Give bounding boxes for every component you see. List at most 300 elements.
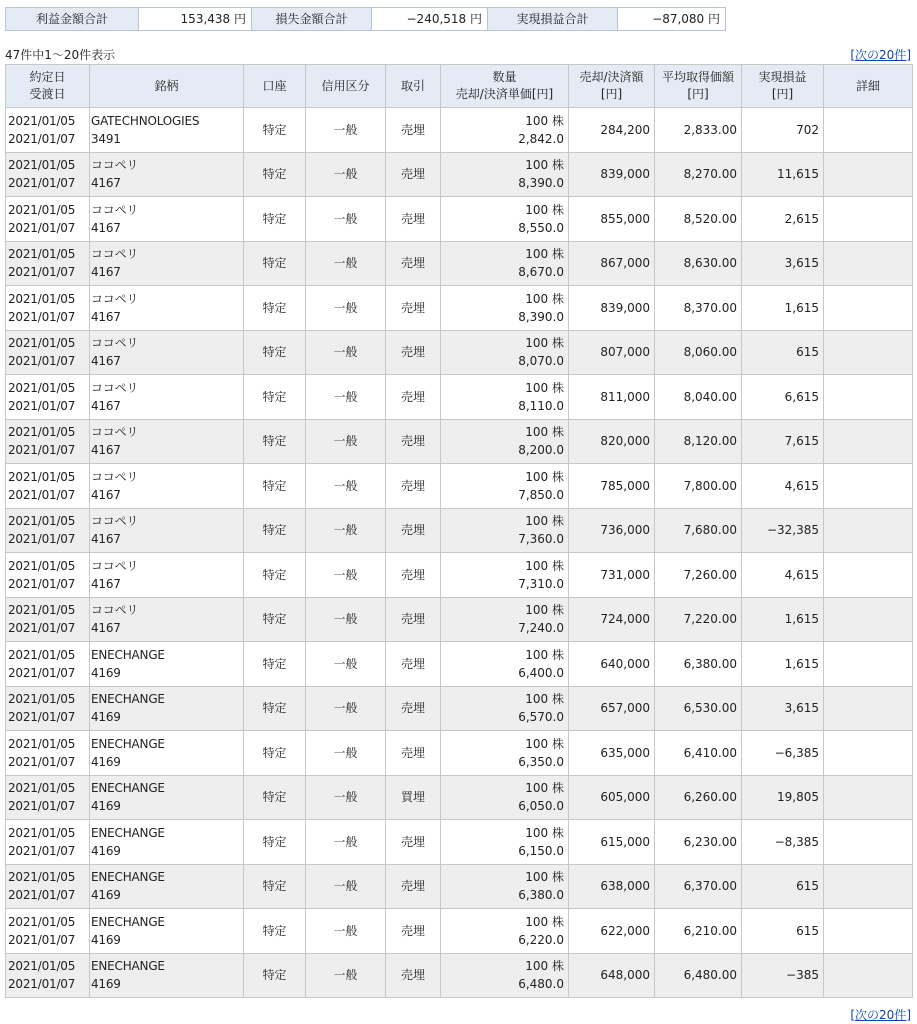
cell-trade-type: 売埋 bbox=[386, 597, 441, 642]
cell-realized-pl: 19,805 bbox=[742, 775, 824, 820]
cell-credit: 一般 bbox=[306, 152, 386, 197]
trade-date: 2021/01/05 bbox=[8, 247, 76, 262]
cell-account: 特定 bbox=[244, 108, 306, 153]
cell-trade-type: 売埋 bbox=[386, 642, 441, 687]
cell-account: 特定 bbox=[244, 197, 306, 242]
cell-qty-price bbox=[441, 909, 569, 954]
cell-dates bbox=[6, 686, 90, 731]
cell-dates bbox=[6, 553, 90, 598]
profit-total-label: 利益金額合計 bbox=[6, 8, 139, 31]
stock-name: ココペリ bbox=[91, 380, 139, 395]
table-row bbox=[6, 642, 913, 687]
stock-code: 4167 bbox=[91, 220, 121, 235]
stock-name: ENECHANGE bbox=[91, 914, 165, 929]
cell-dates bbox=[6, 508, 90, 553]
cell-trade-type: 売埋 bbox=[386, 241, 441, 286]
settle-date: 2021/01/07 bbox=[8, 220, 76, 235]
cell-dates bbox=[6, 597, 90, 642]
cell-avg-cost: 6,260.00 bbox=[655, 775, 742, 820]
trade-history-table bbox=[5, 64, 913, 998]
table-row bbox=[6, 330, 913, 375]
trade-date: 2021/01/05 bbox=[8, 914, 76, 929]
quantity: 100 株 bbox=[525, 647, 564, 662]
unit-price: 6,380.0 bbox=[518, 888, 564, 903]
cell-stock bbox=[90, 864, 244, 909]
cell-credit: 一般 bbox=[306, 330, 386, 375]
stock-code: 4169 bbox=[91, 888, 121, 903]
cell-account: 特定 bbox=[244, 553, 306, 598]
stock-code: 4167 bbox=[91, 398, 121, 413]
header-settle-date: 受渡日 bbox=[29, 87, 66, 101]
cell-avg-cost: 7,220.00 bbox=[655, 597, 742, 642]
result-count: 47件中1〜20件表示 bbox=[5, 48, 116, 62]
table-row bbox=[6, 197, 913, 242]
cell-amount: 635,000 bbox=[569, 731, 655, 776]
realized-total-label: 実現損益合計 bbox=[488, 8, 618, 31]
table-row bbox=[6, 864, 913, 909]
cell-stock bbox=[90, 642, 244, 687]
trade-rows bbox=[6, 108, 913, 998]
trade-date: 2021/01/05 bbox=[8, 558, 76, 573]
cell-amount: 839,000 bbox=[569, 286, 655, 331]
cell-credit: 一般 bbox=[306, 909, 386, 954]
trade-date: 2021/01/05 bbox=[8, 959, 76, 974]
cell-amount: 648,000 bbox=[569, 953, 655, 998]
cell-amount: 605,000 bbox=[569, 775, 655, 820]
settle-date: 2021/01/07 bbox=[8, 354, 76, 369]
cell-dates bbox=[6, 775, 90, 820]
cell-amount: 736,000 bbox=[569, 508, 655, 553]
cell-qty-price bbox=[441, 241, 569, 286]
settle-date: 2021/01/07 bbox=[8, 131, 76, 146]
cell-dates bbox=[6, 642, 90, 687]
stock-code: 4169 bbox=[91, 932, 121, 947]
cell-detail bbox=[824, 953, 913, 998]
stock-name: ENECHANGE bbox=[91, 736, 165, 751]
stock-code: 4167 bbox=[91, 621, 121, 636]
cell-realized-pl: 6,615 bbox=[742, 375, 824, 420]
cell-amount: 820,000 bbox=[569, 419, 655, 464]
unit-price: 8,670.0 bbox=[518, 265, 564, 280]
cell-trade-type: 売埋 bbox=[386, 152, 441, 197]
cell-stock bbox=[90, 953, 244, 998]
trade-date: 2021/01/05 bbox=[8, 825, 76, 840]
cell-realized-pl: 1,615 bbox=[742, 286, 824, 331]
unit-price: 6,150.0 bbox=[518, 843, 564, 858]
cell-credit: 一般 bbox=[306, 464, 386, 509]
cell-amount: 638,000 bbox=[569, 864, 655, 909]
table-row bbox=[6, 419, 913, 464]
cell-account: 特定 bbox=[244, 464, 306, 509]
cell-detail bbox=[824, 375, 913, 420]
cell-trade-type: 買埋 bbox=[386, 775, 441, 820]
cell-dates bbox=[6, 286, 90, 331]
quantity: 100 株 bbox=[525, 870, 564, 885]
cell-credit: 一般 bbox=[306, 775, 386, 820]
cell-stock bbox=[90, 820, 244, 865]
cell-account: 特定 bbox=[244, 375, 306, 420]
table-row bbox=[6, 108, 913, 153]
cell-detail bbox=[824, 731, 913, 776]
stock-name: ココペリ bbox=[91, 202, 139, 217]
cell-qty-price bbox=[441, 553, 569, 598]
cell-stock bbox=[90, 597, 244, 642]
cell-qty-price bbox=[441, 731, 569, 776]
trade-date: 2021/01/05 bbox=[8, 736, 76, 751]
cell-stock bbox=[90, 286, 244, 331]
cell-realized-pl: 4,615 bbox=[742, 464, 824, 509]
cell-stock bbox=[90, 909, 244, 954]
cell-amount: 724,000 bbox=[569, 597, 655, 642]
cell-account: 特定 bbox=[244, 241, 306, 286]
stock-code: 4167 bbox=[91, 487, 121, 502]
settle-date: 2021/01/07 bbox=[8, 265, 76, 280]
cell-dates bbox=[6, 108, 90, 153]
trade-date: 2021/01/05 bbox=[8, 870, 76, 885]
trade-date: 2021/01/05 bbox=[8, 336, 76, 351]
cell-account: 特定 bbox=[244, 508, 306, 553]
stock-name: ココペリ bbox=[91, 514, 139, 529]
cell-dates bbox=[6, 731, 90, 776]
cell-dates bbox=[6, 330, 90, 375]
cell-credit: 一般 bbox=[306, 686, 386, 731]
cell-avg-cost: 7,260.00 bbox=[655, 553, 742, 598]
cell-qty-price bbox=[441, 375, 569, 420]
cell-trade-type: 売埋 bbox=[386, 464, 441, 509]
cell-avg-cost: 7,800.00 bbox=[655, 464, 742, 509]
header-price: 売却/決済単価[円] bbox=[455, 87, 554, 101]
cell-dates bbox=[6, 864, 90, 909]
unit-price: 7,310.0 bbox=[518, 576, 564, 591]
cell-detail bbox=[824, 108, 913, 153]
settle-date: 2021/01/07 bbox=[8, 176, 76, 191]
trade-date: 2021/01/05 bbox=[8, 692, 76, 707]
trade-date: 2021/01/05 bbox=[8, 202, 76, 217]
cell-qty-price bbox=[441, 419, 569, 464]
quantity: 100 株 bbox=[525, 336, 564, 351]
stock-name: GATECHNOLOGIES bbox=[91, 113, 200, 128]
col-header-credit: 信用区分 bbox=[306, 65, 386, 108]
cell-account: 特定 bbox=[244, 909, 306, 954]
unit-price: 6,400.0 bbox=[518, 665, 564, 680]
settle-date: 2021/01/07 bbox=[8, 799, 76, 814]
cell-amount: 855,000 bbox=[569, 197, 655, 242]
cell-amount: 284,200 bbox=[569, 108, 655, 153]
settle-date: 2021/01/07 bbox=[8, 754, 76, 769]
cell-realized-pl: −385 bbox=[742, 953, 824, 998]
unit-price: 7,240.0 bbox=[518, 621, 564, 636]
stock-name: ココペリ bbox=[91, 291, 139, 306]
settle-date: 2021/01/07 bbox=[8, 621, 76, 636]
trade-date: 2021/01/05 bbox=[8, 781, 76, 796]
cell-avg-cost: 8,040.00 bbox=[655, 375, 742, 420]
stock-code: 4169 bbox=[91, 710, 121, 725]
cell-avg-cost: 8,270.00 bbox=[655, 152, 742, 197]
table-row bbox=[6, 597, 913, 642]
col-header-avg bbox=[655, 65, 742, 108]
quantity: 100 株 bbox=[525, 158, 564, 173]
quantity: 100 株 bbox=[525, 425, 564, 440]
realized-total-value: −87,080 円 bbox=[618, 8, 726, 31]
cell-detail bbox=[824, 775, 913, 820]
unit-price: 8,390.0 bbox=[518, 176, 564, 191]
cell-trade-type: 売埋 bbox=[386, 375, 441, 420]
unit-price: 8,110.0 bbox=[518, 398, 564, 413]
table-row bbox=[6, 464, 913, 509]
cell-stock bbox=[90, 152, 244, 197]
cell-dates bbox=[6, 197, 90, 242]
cell-stock bbox=[90, 464, 244, 509]
cell-stock bbox=[90, 731, 244, 776]
stock-code: 4169 bbox=[91, 665, 121, 680]
pager-bottom bbox=[850, 1006, 911, 1023]
stock-name: ココペリ bbox=[91, 469, 139, 484]
cell-dates bbox=[6, 464, 90, 509]
col-header-dates bbox=[6, 65, 90, 108]
cell-amount: 807,000 bbox=[569, 330, 655, 375]
quantity: 100 株 bbox=[525, 825, 564, 840]
unit-price: 2,842.0 bbox=[518, 131, 564, 146]
cell-account: 特定 bbox=[244, 775, 306, 820]
table-header-row bbox=[6, 65, 913, 108]
cell-realized-pl: 3,615 bbox=[742, 686, 824, 731]
cell-trade-type: 売埋 bbox=[386, 286, 441, 331]
cell-realized-pl: 615 bbox=[742, 330, 824, 375]
table-row bbox=[6, 286, 913, 331]
cell-account: 特定 bbox=[244, 597, 306, 642]
cell-avg-cost: 7,680.00 bbox=[655, 508, 742, 553]
col-header-trade: 取引 bbox=[386, 65, 441, 108]
cell-dates bbox=[6, 375, 90, 420]
stock-name: ENECHANGE bbox=[91, 781, 165, 796]
cell-trade-type: 売埋 bbox=[386, 864, 441, 909]
cell-credit: 一般 bbox=[306, 642, 386, 687]
unit-price: 6,570.0 bbox=[518, 710, 564, 725]
cell-detail bbox=[824, 553, 913, 598]
table-row bbox=[6, 508, 913, 553]
stock-name: ココペリ bbox=[91, 558, 139, 573]
settle-date: 2021/01/07 bbox=[8, 487, 76, 502]
col-header-name: 銘柄 bbox=[90, 65, 244, 108]
stock-code: 4167 bbox=[91, 265, 121, 280]
cell-account: 特定 bbox=[244, 330, 306, 375]
next-page-link-bottom[interactable]: 次の20件 bbox=[855, 1008, 907, 1022]
cell-qty-price bbox=[441, 597, 569, 642]
table-row bbox=[6, 775, 913, 820]
table-row bbox=[6, 909, 913, 954]
stock-code: 4169 bbox=[91, 799, 121, 814]
cell-credit: 一般 bbox=[306, 731, 386, 776]
stock-name: ココペリ bbox=[91, 336, 139, 351]
cell-detail bbox=[824, 241, 913, 286]
table-row bbox=[6, 152, 913, 197]
col-header-detail: 詳細 bbox=[824, 65, 913, 108]
stock-code: 4167 bbox=[91, 176, 121, 191]
table-row bbox=[6, 375, 913, 420]
cell-detail bbox=[824, 864, 913, 909]
stock-name: ココペリ bbox=[91, 158, 139, 173]
cell-stock bbox=[90, 775, 244, 820]
cell-amount: 657,000 bbox=[569, 686, 655, 731]
cell-realized-pl: 702 bbox=[742, 108, 824, 153]
table-row bbox=[6, 241, 913, 286]
quantity: 100 株 bbox=[525, 469, 564, 484]
cell-amount: 622,000 bbox=[569, 909, 655, 954]
settle-date: 2021/01/07 bbox=[8, 932, 76, 947]
cell-trade-type: 売埋 bbox=[386, 953, 441, 998]
cell-detail bbox=[824, 152, 913, 197]
cell-realized-pl: 3,615 bbox=[742, 241, 824, 286]
cell-trade-type: 売埋 bbox=[386, 108, 441, 153]
cell-avg-cost: 8,120.00 bbox=[655, 419, 742, 464]
quantity: 100 株 bbox=[525, 914, 564, 929]
cell-avg-cost: 6,380.00 bbox=[655, 642, 742, 687]
settle-date: 2021/01/07 bbox=[8, 888, 76, 903]
header-avg-unit: [円] bbox=[687, 87, 709, 101]
stock-code: 4169 bbox=[91, 843, 121, 858]
col-header-pl bbox=[742, 65, 824, 108]
header-qty: 数量 bbox=[492, 70, 517, 84]
cell-realized-pl: 7,615 bbox=[742, 419, 824, 464]
quantity: 100 株 bbox=[525, 291, 564, 306]
cell-avg-cost: 6,480.00 bbox=[655, 953, 742, 998]
settle-date: 2021/01/07 bbox=[8, 843, 76, 858]
cell-stock bbox=[90, 108, 244, 153]
unit-price: 8,070.0 bbox=[518, 354, 564, 369]
stock-code: 4167 bbox=[91, 532, 121, 547]
cell-dates bbox=[6, 241, 90, 286]
cell-avg-cost: 6,230.00 bbox=[655, 820, 742, 865]
cell-avg-cost: 8,370.00 bbox=[655, 286, 742, 331]
cell-amount: 615,000 bbox=[569, 820, 655, 865]
next-page-link-top[interactable]: 次の20件 bbox=[855, 48, 907, 62]
cell-stock bbox=[90, 553, 244, 598]
cell-detail bbox=[824, 597, 913, 642]
cell-account: 特定 bbox=[244, 864, 306, 909]
cell-detail bbox=[824, 686, 913, 731]
stock-name: ココペリ bbox=[91, 603, 139, 618]
profit-total-value: 153,438 円 bbox=[139, 8, 252, 31]
cell-credit: 一般 bbox=[306, 508, 386, 553]
cell-stock bbox=[90, 419, 244, 464]
cell-amount: 731,000 bbox=[569, 553, 655, 598]
cell-detail bbox=[824, 419, 913, 464]
quantity: 100 株 bbox=[525, 692, 564, 707]
unit-price: 7,850.0 bbox=[518, 487, 564, 502]
quantity: 100 株 bbox=[525, 380, 564, 395]
cell-credit: 一般 bbox=[306, 241, 386, 286]
quantity: 100 株 bbox=[525, 558, 564, 573]
cell-account: 特定 bbox=[244, 419, 306, 464]
cell-qty-price bbox=[441, 953, 569, 998]
col-header-amount bbox=[569, 65, 655, 108]
cell-credit: 一般 bbox=[306, 108, 386, 153]
stock-name: ENECHANGE bbox=[91, 647, 165, 662]
bracket-open: [ bbox=[850, 48, 856, 62]
cell-stock bbox=[90, 197, 244, 242]
cell-credit: 一般 bbox=[306, 553, 386, 598]
quantity: 100 株 bbox=[525, 113, 564, 128]
settle-date: 2021/01/07 bbox=[8, 977, 76, 992]
stock-name: ENECHANGE bbox=[91, 692, 165, 707]
stock-name: ENECHANGE bbox=[91, 825, 165, 840]
cell-qty-price bbox=[441, 108, 569, 153]
cell-realized-pl: 1,615 bbox=[742, 642, 824, 687]
cell-account: 特定 bbox=[244, 642, 306, 687]
cell-avg-cost: 8,060.00 bbox=[655, 330, 742, 375]
cell-credit: 一般 bbox=[306, 375, 386, 420]
cell-avg-cost: 2,833.00 bbox=[655, 108, 742, 153]
stock-code: 4169 bbox=[91, 754, 121, 769]
settle-date: 2021/01/07 bbox=[8, 710, 76, 725]
cell-credit: 一般 bbox=[306, 597, 386, 642]
cell-realized-pl: −8,385 bbox=[742, 820, 824, 865]
trade-date: 2021/01/05 bbox=[8, 425, 76, 440]
cell-avg-cost: 6,370.00 bbox=[655, 864, 742, 909]
stock-name: ココペリ bbox=[91, 247, 139, 262]
quantity: 100 株 bbox=[525, 202, 564, 217]
cell-qty-price bbox=[441, 152, 569, 197]
cell-account: 特定 bbox=[244, 152, 306, 197]
stock-name: ENECHANGE bbox=[91, 959, 165, 974]
summary-row bbox=[6, 8, 726, 31]
cell-qty-price bbox=[441, 775, 569, 820]
cell-qty-price bbox=[441, 464, 569, 509]
cell-detail bbox=[824, 909, 913, 954]
cell-account: 特定 bbox=[244, 686, 306, 731]
cell-realized-pl: 11,615 bbox=[742, 152, 824, 197]
cell-detail bbox=[824, 286, 913, 331]
cell-dates bbox=[6, 953, 90, 998]
trade-date: 2021/01/05 bbox=[8, 647, 76, 662]
stock-code: 4167 bbox=[91, 354, 121, 369]
trade-date: 2021/01/05 bbox=[8, 380, 76, 395]
cell-stock bbox=[90, 241, 244, 286]
cell-account: 特定 bbox=[244, 731, 306, 776]
cell-qty-price bbox=[441, 820, 569, 865]
cell-realized-pl: 615 bbox=[742, 909, 824, 954]
cell-credit: 一般 bbox=[306, 286, 386, 331]
cell-trade-type: 売埋 bbox=[386, 820, 441, 865]
cell-trade-type: 売埋 bbox=[386, 909, 441, 954]
cell-credit: 一般 bbox=[306, 953, 386, 998]
cell-realized-pl: 2,615 bbox=[742, 197, 824, 242]
cell-detail bbox=[824, 330, 913, 375]
stock-code: 3491 bbox=[91, 131, 121, 146]
cell-avg-cost: 6,210.00 bbox=[655, 909, 742, 954]
unit-price: 8,200.0 bbox=[518, 443, 564, 458]
trade-date: 2021/01/05 bbox=[8, 113, 76, 128]
cell-amount: 785,000 bbox=[569, 464, 655, 509]
stock-name: ENECHANGE bbox=[91, 870, 165, 885]
cell-account: 特定 bbox=[244, 286, 306, 331]
cell-dates bbox=[6, 152, 90, 197]
quantity: 100 株 bbox=[525, 514, 564, 529]
cell-trade-type: 売埋 bbox=[386, 419, 441, 464]
trade-date: 2021/01/05 bbox=[8, 603, 76, 618]
header-avg: 平均取得価額 bbox=[661, 70, 734, 84]
table-row bbox=[6, 686, 913, 731]
cell-account: 特定 bbox=[244, 953, 306, 998]
stock-code: 4167 bbox=[91, 309, 121, 324]
cell-stock bbox=[90, 508, 244, 553]
cell-realized-pl: −6,385 bbox=[742, 731, 824, 776]
quantity: 100 株 bbox=[525, 247, 564, 262]
cell-avg-cost: 6,530.00 bbox=[655, 686, 742, 731]
settle-date: 2021/01/07 bbox=[8, 309, 76, 324]
stock-name: ココペリ bbox=[91, 425, 139, 440]
trade-date: 2021/01/05 bbox=[8, 514, 76, 529]
